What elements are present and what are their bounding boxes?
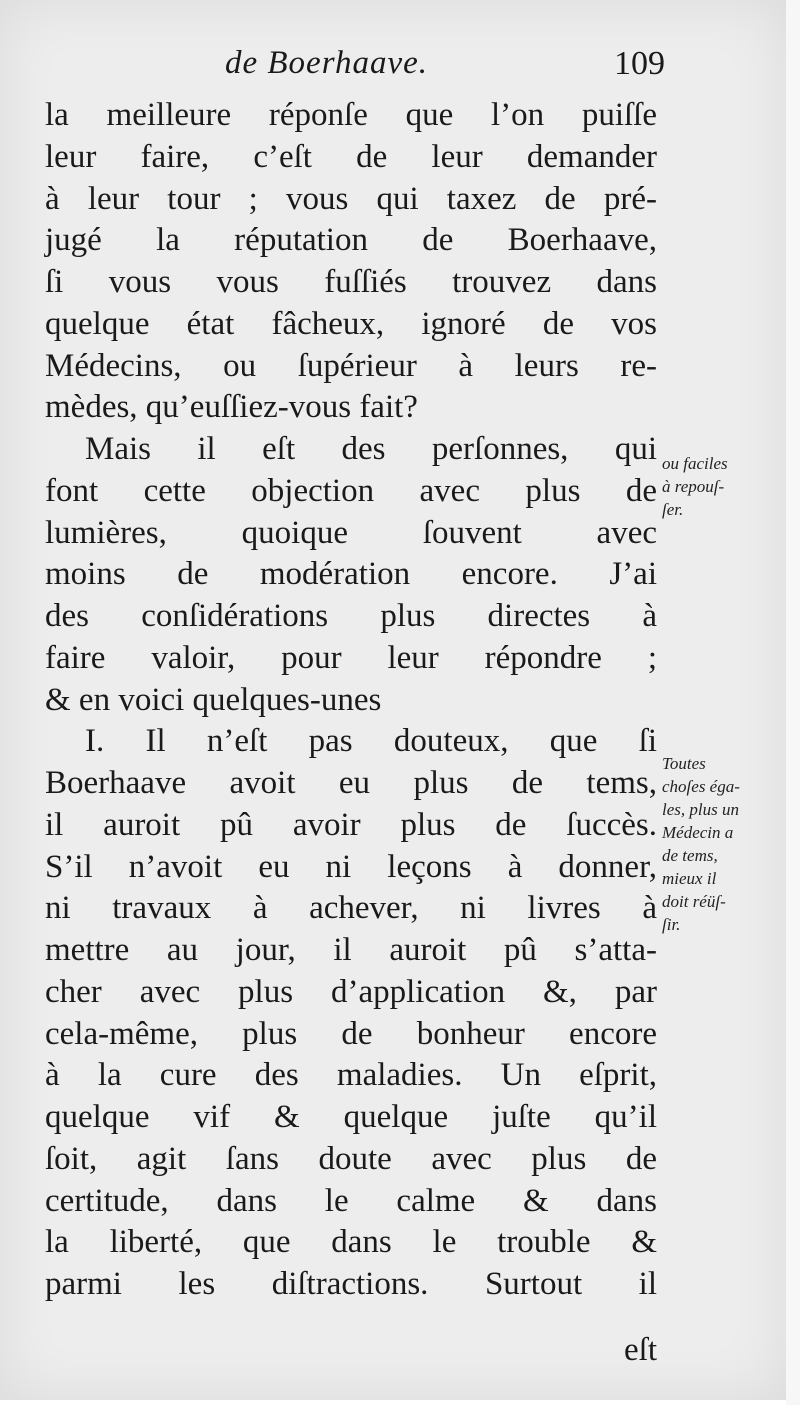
page-number: 109	[614, 45, 665, 82]
text-line: Médecins, ou ſupérieur à leurs re-	[45, 347, 657, 384]
text-line: quelque état fâcheux, ignoré de vos	[45, 305, 657, 342]
text-line: jugé la réputation de Boerhaave,	[45, 222, 657, 259]
margin-note-line: Médecin a	[662, 823, 734, 842]
text-line: cher avec plus d’application &, par	[45, 973, 657, 1010]
text-line: cela-même, plus de bonheur encore	[45, 1015, 657, 1052]
text-line: parmi les diſtractions. Surtout il	[45, 1266, 657, 1302]
text-line: à leur tour ; vous qui taxez de pré-	[45, 180, 657, 217]
text-line: leur faire, c’eſt de leur demander	[45, 138, 657, 175]
margin-note-line: à repouſ-	[662, 477, 725, 496]
text-line: mettre au jour, il auroit pû s’atta-	[45, 932, 657, 968]
main-text	[45, 95, 657, 1306]
margin-note-line: Toutes	[662, 754, 706, 773]
text-line: quelque vif & quelque juſte qu’il	[45, 1099, 657, 1135]
text-line: Boerhaave avoit eu plus de tems,	[45, 765, 657, 801]
page-header	[225, 45, 665, 95]
text-line: moins de modération encore. J’ai	[45, 556, 657, 593]
text-line: I. Il n’eſt pas douteux, que ſi	[85, 723, 657, 760]
catchword-row	[45, 1332, 657, 1374]
text-line: ſi vous vous fuſſiés trouvez dans	[45, 264, 657, 300]
margin-note-1	[662, 452, 774, 521]
text-line: la meilleure réponſe que l’on puiſſe	[45, 97, 657, 133]
margin-note-line: doit réüſ-	[662, 892, 726, 911]
margin-note-line: de tems,	[662, 846, 718, 865]
margin-note-line: les, plus un	[662, 800, 739, 819]
text-line: certitude, dans le calme & dans	[45, 1182, 657, 1219]
margin-note-line: mieux il	[662, 869, 717, 888]
text-line: il auroit pû avoir plus de ſuccès.	[45, 806, 657, 843]
text-line: & en voici quelques-unes	[45, 681, 382, 718]
text-line: lumières, quoique ſouvent avec	[45, 514, 657, 551]
text-line: ſoit, agit ſans doute avec plus de	[45, 1140, 657, 1177]
text-line: des conſidérations plus directes à	[45, 598, 657, 634]
text-line: mèdes, qu’euſſiez-vous fait?	[45, 389, 418, 426]
text-line: faire valoir, pour leur répondre ;	[45, 639, 657, 676]
margin-note-line: ou faciles	[662, 454, 728, 473]
text-line: Mais il eſt des perſonnes, qui	[85, 431, 657, 467]
margin-note-line: ſer.	[662, 500, 684, 519]
text-line: font cette objection avec plus de	[45, 472, 657, 509]
running-title: de Boerhaave.	[225, 45, 428, 81]
margin-note-line: ſir.	[662, 915, 681, 934]
text-line: à la cure des maladies. Un eſprit,	[45, 1057, 657, 1094]
text-line: ni travaux à achever, ni livres à	[45, 890, 657, 927]
margin-note-line: choſes éga-	[662, 777, 740, 796]
text-line: la liberté, que dans le trouble &	[45, 1224, 657, 1261]
page-edge	[786, 0, 800, 1405]
margin-note-2	[662, 752, 774, 936]
catchword: eſt	[624, 1332, 657, 1368]
text-line: S’il n’avoit eu ni leçons à donner,	[45, 848, 657, 885]
